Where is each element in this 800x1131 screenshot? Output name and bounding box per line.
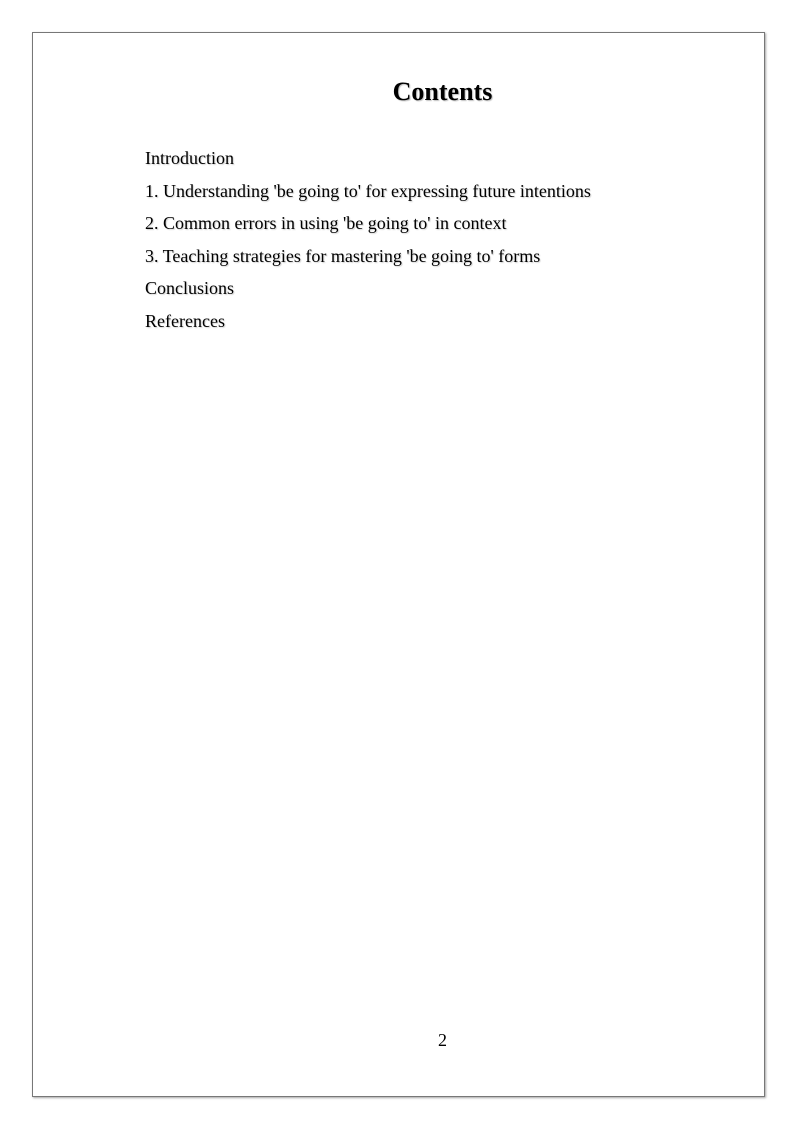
- document-page: [32, 32, 765, 1097]
- page-number: 2: [438, 1030, 447, 1050]
- toc-item-conclusions: Conclusions: [145, 278, 235, 298]
- toc-item-section-3: 3. Teaching strategies for mastering 'be going to' forms: [145, 245, 541, 266]
- toc-item-section-1: 1. Understanding 'be going to' for expressing future intentions: [145, 180, 591, 201]
- toc-item-references: References: [145, 310, 225, 331]
- page-title: Contents: [392, 77, 493, 106]
- toc-item-introduction: Introduction: [145, 148, 234, 168]
- toc-item-section-2: 2. Common errors in using 'be going to' in context: [145, 213, 507, 233]
- table-of-contents: [145, 146, 591, 341]
